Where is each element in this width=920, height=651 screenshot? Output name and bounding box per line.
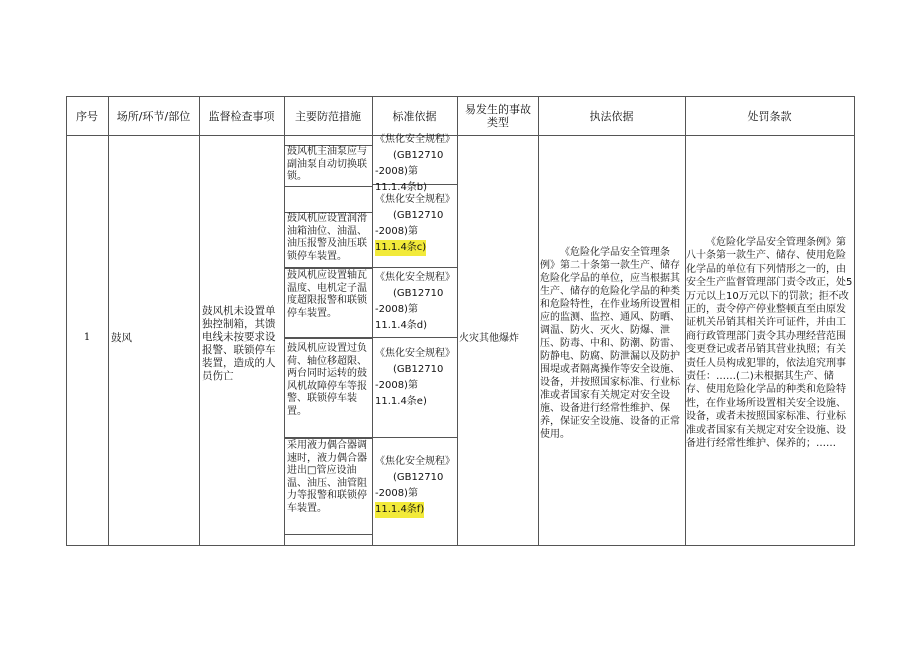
standard-3-line-2: (GB12710 [393,288,444,299]
standard-1-line-3: -2008)第 [375,166,418,177]
standard-1-line-1: 《焦化安全规程》 [375,134,455,145]
col-border-6 [538,96,539,546]
col-border-0 [66,96,67,546]
header-law: 执法依据 [589,109,634,123]
standard-5-line-2: (GB12710 [393,472,444,483]
measure-3: 鼓风机应设置轴瓦温度、电机定子温度超限报警和联锁停车装置。 [287,270,367,319]
col-border-1 [108,96,109,546]
standard-4-line-2: (GB12710 [393,364,444,375]
standard-2 [375,192,455,266]
measure-2: 鼓风机应设置润滑油箱油位、油温、油压报警及油压联锁停车装置。 [287,213,367,262]
header-seq: 序号 [76,109,98,123]
row-seq: 1 [83,332,91,343]
standard-4-line-1: 《焦化安全规程》 [375,348,455,359]
col-border-5 [457,96,458,546]
col-border-8 [854,96,855,546]
standard-4-line-4: 11.1.4条e) [375,396,427,407]
header-accident: 易发生的事故类型 [465,103,531,129]
row-item: 鼓风机未设置单独控制箱，其馈电线未按要求设报警、联锁停车装置，造成的人员伤亡 [202,305,276,382]
standard-2-line-3: -2008)第 [375,226,418,237]
standard-3-line-3: -2008)第 [375,304,418,315]
standard-1 [375,132,455,193]
header-penalty: 处罚条款 [747,109,792,123]
row-accident: 火灾其他爆炸 [459,333,519,344]
header-bottom-border [66,135,854,136]
standard-5-line-1: 《焦化安全规程》 [375,456,455,467]
standard-2-line-4: 11.1.4条c) [375,240,426,256]
standard-5 [375,442,455,534]
col-border-2 [199,96,200,546]
table-bottom-border [66,545,854,546]
standard-3-line-4: 11.1.4条d) [375,320,428,331]
measure-5: 采用液力偶合器调速时，液力偶合器进出□管应设油温、油压、油管阻力等报警和联锁停车装置。 [287,440,367,514]
standard-4-line-3: -2008)第 [375,380,418,391]
row-penalty: 《危险化学品安全管理条例》第八十条第一款生产、储存、使用危险化学品的单位有下列情形之一的，由安全生产监督管理部门责令改正，处5万元以上10万元以下的罚款；拒不改正的，责令停产停业整顿直至由原发证机关吊销其相关许可证件，并由工商行政管理部门责令其办理经营范围变更登记或者吊销其营业执照；有关责任人员构成犯罪的，依法追究刑事责任：……(二)未根据其生产、储存、使用危险化学品的种类和危险特性，在作业场所设置相关安全设施、设备，或者未按照国家标准、行业标准或者国家有关规定对安全设施、设备进行经常性维护、保养的；…… [686,237,853,450]
standard-5-line-4: 11.1.4条f) [375,502,424,518]
header-item: 监督检查事项 [208,109,275,123]
header-measures: 主要防范措施 [295,109,361,123]
standard-4 [375,346,455,436]
row-law: 《危险化学品安全管理条例》第二十条第一款生产、储存危险化学品的单位，应当根据其生产、储存的危险化学品的种类和危险特性，在作业场所设置相应的监测、监控、通风、防晒、调温、防火、灭火、防爆、泄压、防毒、中和、防潮、防雷、防静电、防腐、防泄漏以及防护围堤或者隔离操作等安全设施、设备，并按照国家标准、行业标准或者国家有关规定对安全设施、设备进行经常性维护、保养，保证安全设施、设备的正常使用。 [540,247,680,440]
standard-5-line-3: -2008)第 [375,488,418,499]
header-basis: 标准依据 [392,109,437,123]
standard-1-line-4: 11.1.4条b) [375,182,428,193]
header-place: 场所/环节/部位 [116,109,191,123]
standard-1-line-2: (GB12710 [393,150,444,161]
standard-2-line-1: 《焦化安全规程》 [375,194,455,205]
standard-3-line-1: 《焦化安全规程》 [375,272,455,283]
standard-2-line-2: (GB12710 [393,210,444,221]
measure-1: 鼓风机主油泵应与副油泵自动切换联锁。 [287,146,367,183]
standard-3 [375,270,455,336]
row-place: 鼓风 [111,332,132,344]
measure-4: 鼓风机应设置过负荷、轴位移超限、两台同时运转的鼓风机故障停车等报警、联锁停车装置。 [287,343,367,417]
